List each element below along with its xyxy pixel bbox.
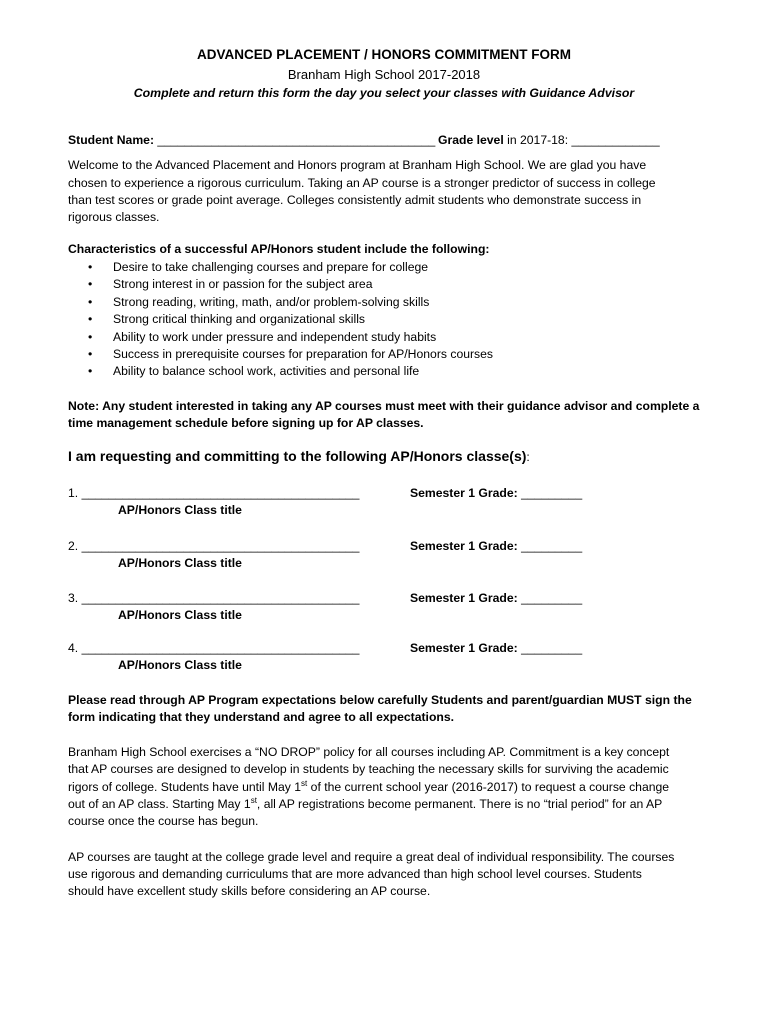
policy-line: Branham High School exercises a “NO DROP” policy for all courses including AP. Commitment is a key concept — [68, 745, 670, 759]
policy-line — [68, 796, 662, 813]
list-item — [88, 329, 493, 346]
policy-text: , all AP registrations become permanent. There is no “trial period” for an AP — [256, 797, 663, 811]
semester-grade-field[interactable]: _________ — [521, 539, 583, 553]
class-row-3 — [68, 590, 359, 607]
class-row-4 — [68, 640, 359, 657]
school-year: Branham High School 2017-2018 — [287, 67, 481, 82]
expectations-line: Please read through AP Program expectations below carefully Students and parent/guardian MUST sign the — [68, 693, 692, 707]
list-item-text: Success in prerequisite courses for preparation for AP/Honors courses — [113, 346, 494, 361]
policy-line — [68, 779, 669, 796]
request-heading-text: I am requesting and committing to the following AP/Honors classe(s) — [68, 448, 527, 464]
college-level-line: should have excellent study skills before considering an AP course. — [68, 884, 431, 898]
grade-level-row — [438, 132, 660, 149]
list-item — [88, 346, 493, 363]
bullet-icon: • — [88, 364, 93, 379]
form-title: ADVANCED PLACEMENT / HONORS COMMITMENT FORM — [197, 47, 571, 62]
class-title-caption: AP/Honors Class title — [118, 658, 242, 672]
bullet-icon: • — [88, 312, 93, 327]
note-line: Note: Any student interested in taking any AP courses must meet with their guidance advisor and complete a — [68, 399, 700, 413]
policy-text: rigors of college. Students have until May 1 — [68, 780, 302, 794]
request-heading-colon: : — [526, 450, 530, 464]
class-number: 2. — [68, 539, 79, 553]
class-title-caption: AP/Honors Class title — [118, 503, 242, 517]
list-item — [88, 294, 493, 311]
class-row-1 — [68, 485, 359, 502]
class-title-field[interactable]: _________________________________________ — [81, 486, 360, 500]
bullet-icon: • — [88, 329, 93, 344]
list-item-text: Ability to balance school work, activities and personal life — [113, 364, 420, 379]
welcome-line: chosen to experience a rigorous curriculum. Taking an AP course is a stronger predictor of success in college — [68, 176, 656, 190]
grade-level-field[interactable]: _____________ — [571, 133, 660, 147]
policy-line: that AP courses are designed to develop in students by teaching the necessary skills for surviving the academic — [68, 762, 669, 776]
form-instructions: Complete and return this form the day you select your classes with Guidance Advisor — [133, 86, 635, 100]
expectations-line: form indicating that they understand and agree to all expectations. — [68, 710, 455, 724]
class-row-2 — [68, 538, 359, 555]
policy-text: out of an AP class. Starting May 1 — [68, 797, 251, 811]
class-title-field[interactable]: _________________________________________ — [81, 591, 360, 605]
list-item-text: Strong reading, writing, math, and/or problem-solving skills — [113, 294, 430, 309]
policy-text: of the current school year (2016-2017) to request a course change — [307, 780, 670, 794]
semester-grade-label: Semester 1 Grade: — [410, 591, 518, 605]
list-item — [88, 259, 493, 276]
class-title-caption: AP/Honors Class title — [118, 608, 242, 622]
class-number: 3. — [68, 591, 79, 605]
list-item-text: Desire to take challenging courses and prepare for college — [113, 260, 429, 274]
characteristics-list — [88, 259, 493, 381]
semester-grade-field[interactable]: _________ — [521, 486, 583, 500]
class-number: 4. — [68, 641, 79, 655]
list-item — [88, 276, 493, 293]
list-item-text: Strong interest in or passion for the subject area — [113, 277, 373, 292]
superscript: st — [301, 778, 308, 788]
welcome-line: than test scores or grade point average. Colleges consistently admit students who demonstrate success in — [68, 193, 642, 207]
bullet-icon: • — [88, 294, 93, 309]
semester-grade-label: Semester 1 Grade: — [410, 486, 518, 500]
college-level-line: AP courses are taught at the college grade level and require a great deal of individual responsibility. The courses — [68, 850, 675, 864]
welcome-line: rigorous classes. — [68, 210, 160, 224]
list-item-text: Ability to work under pressure and independent study habits — [113, 329, 437, 344]
policy-line: course once the course has begun. — [68, 814, 259, 828]
class-title-caption: AP/Honors Class title — [118, 556, 242, 570]
semester-grade-row — [410, 485, 582, 502]
grade-level-label: Grade level — [438, 133, 504, 147]
list-item — [88, 363, 493, 380]
superscript: st — [250, 795, 257, 805]
class-title-field[interactable]: _________________________________________ — [81, 539, 360, 553]
welcome-line: Welcome to the Advanced Placement and Honors program at Branham High School. We are glad you have — [68, 158, 647, 172]
semester-grade-row — [410, 590, 582, 607]
semester-grade-label: Semester 1 Grade: — [410, 539, 518, 553]
bullet-icon: • — [88, 346, 93, 361]
characteristics-heading: Characteristics of a successful AP/Honors student include the following: — [68, 242, 490, 256]
class-title-field[interactable]: _________________________________________ — [81, 641, 360, 655]
list-item — [88, 311, 493, 328]
student-name-label: Student Name: — [68, 133, 154, 147]
student-info-row — [68, 132, 435, 149]
bullet-icon: • — [88, 277, 93, 292]
semester-grade-field[interactable]: _________ — [521, 641, 583, 655]
class-number: 1. — [68, 486, 79, 500]
semester-grade-row — [410, 640, 582, 657]
request-heading — [68, 448, 530, 466]
student-name-field[interactable]: _________________________________________ — [157, 133, 436, 147]
semester-grade-label: Semester 1 Grade: — [410, 641, 518, 655]
note-line: time management schedule before signing up for AP classes. — [68, 416, 424, 430]
semester-grade-field[interactable]: _________ — [521, 591, 583, 605]
grade-level-suffix: in 2017-18: — [507, 133, 569, 147]
semester-grade-row — [410, 538, 582, 555]
list-item-text: Strong critical thinking and organizational skills — [113, 312, 366, 327]
college-level-line: use rigorous and demanding curriculums that are more advanced than high school level courses. Students — [68, 867, 642, 881]
bullet-icon: • — [88, 260, 93, 274]
